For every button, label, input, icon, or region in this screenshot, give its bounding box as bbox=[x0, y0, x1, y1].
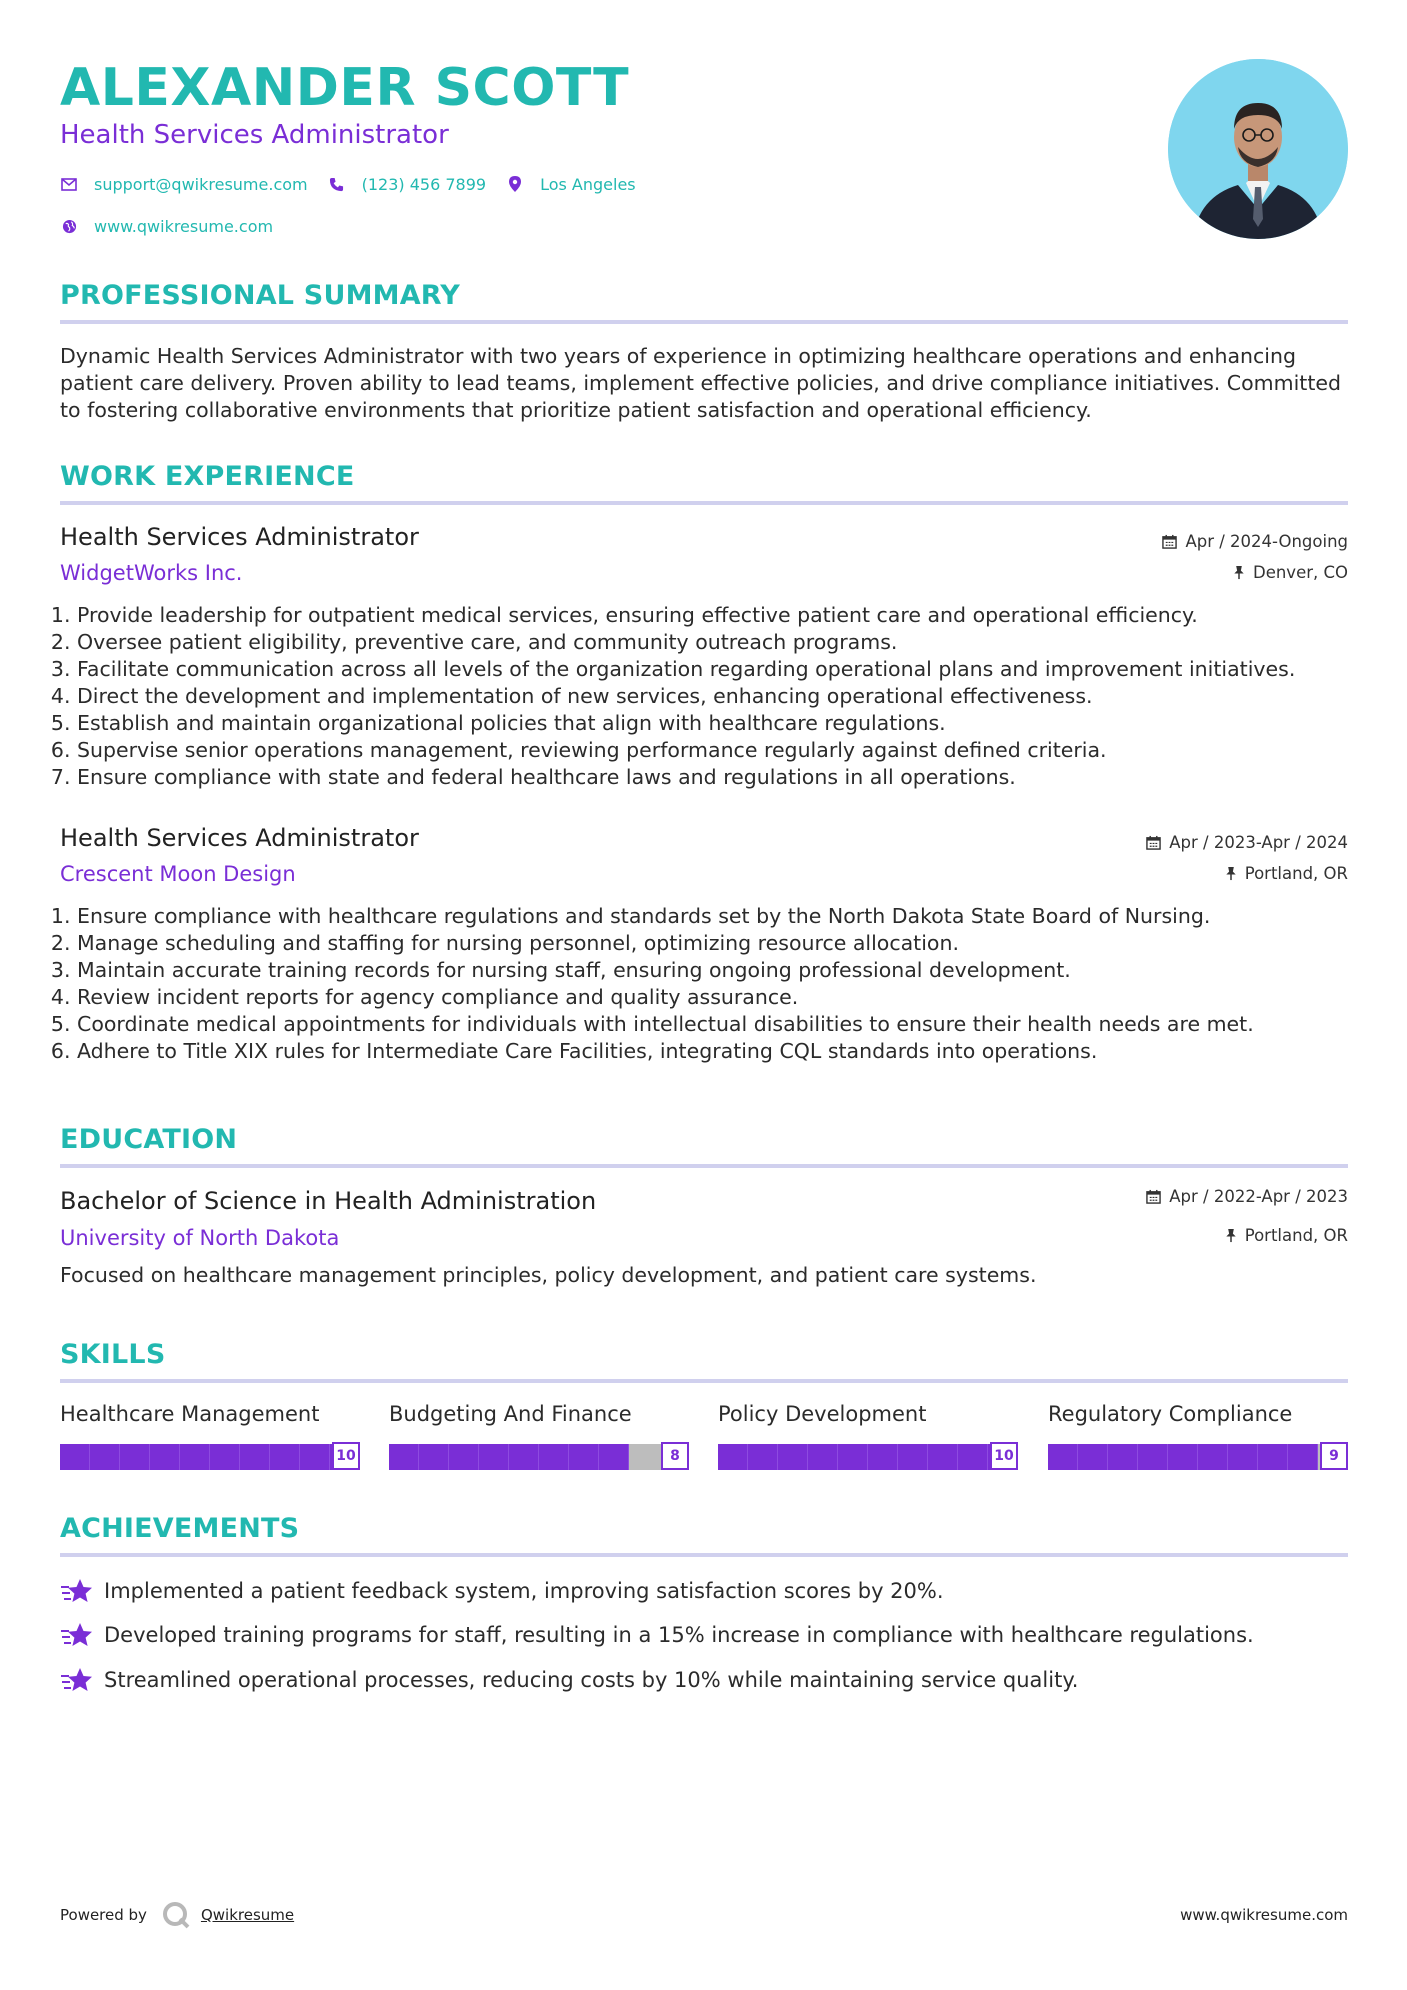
list-item: 1. Ensure compliance with healthcare regulations and standards set by the North Dakota State Board of Nursing. bbox=[77, 903, 1357, 930]
skill-level-segment bbox=[838, 1444, 868, 1470]
contact-email[interactable]: support@qwikresume.com bbox=[60, 175, 308, 194]
list-item: 1. Provide leadership for outpatient medical services, ensuring effective patient care and operational efficiency. bbox=[77, 602, 1357, 629]
summary-text: Dynamic Health Services Administrator with two years of experience in optimizing healthcare operations and enhancing patient care delivery. Proven ability to lead teams, implement effective policies, and drive compliance initiatives. Committed to fostering collaborative environments that prioritize patient satisfaction and operational efficiency. bbox=[60, 344, 1341, 422]
achievement-item: Streamlined operational processes, reducing costs by 10% while maintaining service quality. bbox=[60, 1665, 1078, 1695]
list-item: 6. Supervise senior operations management, reviewing performance regularly against defined criteria. bbox=[77, 737, 1357, 764]
skill-level-segment bbox=[1048, 1444, 1078, 1470]
skill-item bbox=[718, 1402, 1018, 1472]
resume-page bbox=[60, 0, 1348, 1990]
skill-bar bbox=[718, 1442, 1018, 1472]
skill-level-segment bbox=[210, 1444, 240, 1470]
skill-level-segment bbox=[479, 1444, 509, 1470]
skill-level-segment bbox=[120, 1444, 150, 1470]
education-degree: Bachelor of Science in Health Administration bbox=[60, 1187, 597, 1215]
job-company: WidgetWorks Inc. bbox=[60, 561, 243, 585]
pushpin-icon bbox=[1225, 1228, 1237, 1243]
contact-info bbox=[60, 172, 656, 256]
skill-level-segment bbox=[1168, 1444, 1198, 1470]
job-company: Crescent Moon Design bbox=[60, 862, 296, 886]
footer-powered-by: Powered by Qwikresume bbox=[60, 1900, 294, 1930]
education-heading: EDUCATION bbox=[60, 1124, 238, 1155]
skill-level-segment bbox=[1138, 1444, 1168, 1470]
skill-level-segment bbox=[928, 1444, 958, 1470]
envelope-icon bbox=[60, 175, 78, 193]
qwikresume-logo-icon bbox=[161, 1900, 191, 1930]
calendar-icon bbox=[1146, 1189, 1161, 1204]
calendar-icon bbox=[1146, 835, 1161, 850]
skill-score: 10 bbox=[990, 1442, 1018, 1470]
skill-bar bbox=[1048, 1442, 1348, 1472]
list-item: 4. Review incident reports for agency compliance and quality assurance. bbox=[77, 984, 1357, 1011]
skill-score: 8 bbox=[661, 1442, 689, 1470]
contact-phone[interactable]: (123) 456 7899 bbox=[328, 175, 486, 194]
candidate-name: ALEXANDER SCOTT bbox=[60, 58, 630, 118]
summary-heading: PROFESSIONAL SUMMARY bbox=[60, 280, 461, 311]
job-location: Denver, CO bbox=[1233, 563, 1348, 582]
list-item: 3. Facilitate communication across all levels of the organization regarding operational plans and improvement initiatives. bbox=[77, 656, 1357, 683]
star-icon bbox=[60, 1665, 94, 1695]
skill-level-segment bbox=[1228, 1444, 1258, 1470]
achievements-heading: ACHIEVEMENTS bbox=[60, 1513, 300, 1544]
job-location: Portland, OR bbox=[1225, 864, 1348, 883]
skill-level-segment bbox=[150, 1444, 180, 1470]
list-item: 3. Maintain accurate training records for nursing staff, ensuring ongoing professional development. bbox=[77, 957, 1357, 984]
skill-level-segment bbox=[180, 1444, 210, 1470]
skill-level-segment bbox=[449, 1444, 479, 1470]
contact-location: Los Angeles bbox=[506, 175, 636, 194]
pushpin-icon bbox=[1233, 565, 1245, 580]
skill-item bbox=[60, 1402, 360, 1472]
skill-level-segment bbox=[958, 1444, 988, 1470]
list-item: 7. Ensure compliance with state and federal healthcare laws and regulations in all operations. bbox=[77, 764, 1357, 791]
skill-level-segment bbox=[419, 1444, 449, 1470]
globe-icon bbox=[60, 217, 78, 235]
skill-level-segment bbox=[60, 1444, 90, 1470]
skill-score: 10 bbox=[332, 1442, 360, 1470]
skill-level-segment bbox=[898, 1444, 928, 1470]
list-item: 4. Direct the development and implementation of new services, enhancing operational effectiveness. bbox=[77, 683, 1357, 710]
footer-brand-link[interactable]: Qwikresume bbox=[200, 1906, 295, 1924]
skill-level-segment bbox=[718, 1444, 748, 1470]
skill-item bbox=[1048, 1402, 1348, 1472]
skill-level-segment bbox=[270, 1444, 300, 1470]
skill-level-segment bbox=[868, 1444, 898, 1470]
list-item: 2. Oversee patient eligibility, preventive care, and community outreach programs. bbox=[77, 629, 1357, 656]
education-location: Portland, OR bbox=[1225, 1226, 1348, 1245]
skill-level-segment bbox=[1078, 1444, 1108, 1470]
skill-level-segment bbox=[778, 1444, 808, 1470]
list-item: 5. Coordinate medical appointments for individuals with intellectual disabilities to ensure their health needs are met. bbox=[77, 1011, 1357, 1038]
star-icon bbox=[60, 1576, 94, 1606]
experience-heading: WORK EXPERIENCE bbox=[60, 461, 355, 492]
achievement-item: Developed training programs for staff, resulting in a 15% increase in compliance with healthcare regulations. bbox=[60, 1620, 1254, 1650]
education-dates: Apr / 2022-Apr / 2023 bbox=[1146, 1187, 1348, 1206]
skill-level-segment bbox=[539, 1444, 569, 1470]
skill-name: Healthcare Management bbox=[60, 1402, 320, 1426]
skill-item bbox=[389, 1402, 689, 1472]
phone-icon bbox=[328, 175, 346, 193]
section-divider bbox=[60, 1164, 1348, 1168]
calendar-icon bbox=[1162, 534, 1177, 549]
skill-level-segment bbox=[90, 1444, 120, 1470]
job-title: Health Services Administrator bbox=[60, 523, 419, 551]
job-bullets bbox=[60, 903, 1357, 1065]
education-school: University of North Dakota bbox=[60, 1226, 340, 1250]
skill-bar bbox=[389, 1442, 689, 1472]
candidate-role: Health Services Administrator bbox=[60, 120, 449, 150]
skill-level-segment bbox=[569, 1444, 599, 1470]
section-divider bbox=[60, 1379, 1348, 1383]
skill-level-segment bbox=[509, 1444, 539, 1470]
job-title: Health Services Administrator bbox=[60, 824, 419, 852]
skill-score: 9 bbox=[1320, 1442, 1348, 1470]
job-dates: Apr / 2023-Apr / 2024 bbox=[1146, 833, 1348, 852]
skill-level-segment bbox=[1288, 1444, 1318, 1470]
skill-level-segment bbox=[300, 1444, 330, 1470]
skill-bar bbox=[60, 1442, 360, 1472]
achievement-item: Implemented a patient feedback system, improving satisfaction scores by 20%. bbox=[60, 1576, 944, 1606]
skill-level-segment bbox=[1108, 1444, 1138, 1470]
skill-level-segment bbox=[389, 1444, 419, 1470]
skill-level-segment bbox=[1258, 1444, 1288, 1470]
skill-level-segment bbox=[1198, 1444, 1228, 1470]
skill-level-segment bbox=[748, 1444, 778, 1470]
pushpin-icon bbox=[1225, 866, 1237, 881]
list-item: 6. Adhere to Title XIX rules for Intermediate Care Facilities, integrating CQL standards into operations. bbox=[77, 1038, 1357, 1065]
job-dates: Apr / 2024-Ongoing bbox=[1162, 532, 1348, 551]
footer-url[interactable]: www.qwikresume.com bbox=[1180, 1906, 1348, 1924]
list-item: 2. Manage scheduling and staffing for nursing personnel, optimizing resource allocation. bbox=[77, 930, 1357, 957]
skill-level-segment bbox=[240, 1444, 270, 1470]
skill-name: Budgeting And Finance bbox=[389, 1402, 632, 1426]
contact-website[interactable]: www.qwikresume.com bbox=[60, 217, 273, 236]
list-item: 5. Establish and maintain organizational policies that align with healthcare regulations. bbox=[77, 710, 1357, 737]
skill-level-segment bbox=[599, 1444, 629, 1470]
skills-heading: SKILLS bbox=[60, 1339, 166, 1370]
map-pin-icon bbox=[506, 175, 524, 193]
education-description: Focused on healthcare management principles, policy development, and patient care systems. bbox=[60, 1263, 1037, 1287]
skill-level-segment bbox=[808, 1444, 838, 1470]
section-divider bbox=[60, 501, 1348, 505]
section-divider bbox=[60, 1553, 1348, 1557]
job-bullets bbox=[60, 602, 1357, 791]
skill-name: Regulatory Compliance bbox=[1048, 1402, 1293, 1426]
star-icon bbox=[60, 1620, 94, 1650]
profile-photo bbox=[1168, 59, 1348, 239]
section-divider bbox=[60, 320, 1348, 324]
skill-name: Policy Development bbox=[718, 1402, 927, 1426]
